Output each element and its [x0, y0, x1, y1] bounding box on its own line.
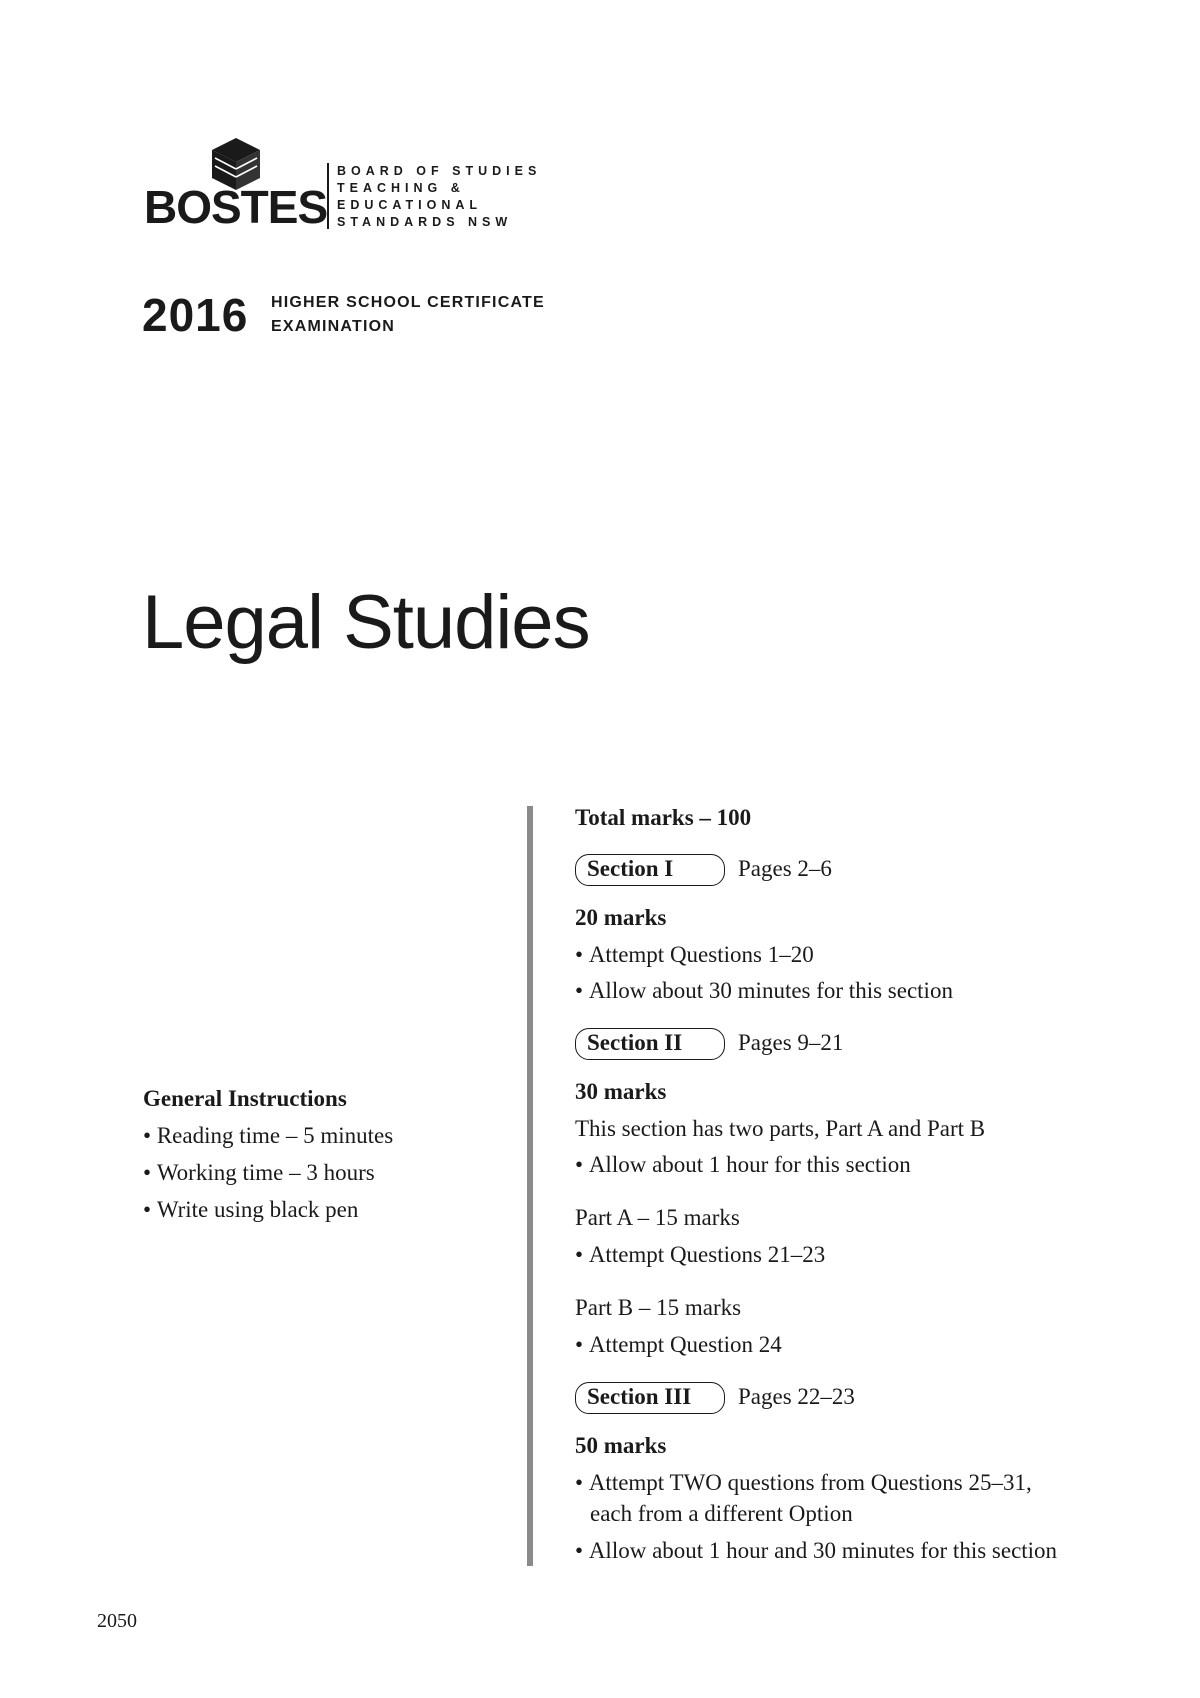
general-instruction-item: • Write using black pen — [143, 1191, 393, 1228]
section-1-pages: Pages 2–6 — [738, 856, 832, 881]
section-3-bullet: • Attempt TWO questions from Questions 25–31, — [575, 1468, 1032, 1498]
section-3-bullet-continued: each from a different Option — [590, 1501, 853, 1526]
logo-org-line: TEACHING & — [337, 181, 465, 195]
section-2-part-a-bullet: • Attempt Questions 21–23 — [575, 1240, 825, 1270]
section-1-marks: 20 marks — [575, 905, 667, 930]
section-2-part-a-label: Part A – 15 marks — [575, 1205, 740, 1230]
general-instruction-item: • Reading time – 5 minutes — [143, 1117, 393, 1154]
section-3-label: Section III — [587, 1384, 692, 1409]
section-3-bullet: • Allow about 1 hour and 30 minutes for this section — [575, 1536, 1057, 1566]
column-divider — [527, 806, 533, 1566]
general-instructions — [143, 1080, 393, 1228]
section-2-part-b-label: Part B – 15 marks — [575, 1295, 742, 1320]
section-2-pages: Pages 9–21 — [738, 1030, 844, 1055]
logo-divider — [327, 163, 329, 229]
logo-org-line: EDUCATIONAL — [337, 198, 483, 212]
section-2-bullet: • Allow about 1 hour for this section — [575, 1150, 911, 1180]
general-instructions-heading: General Instructions — [143, 1086, 347, 1111]
section-1-bullet: • Attempt Questions 1–20 — [575, 940, 814, 970]
section-2-note: This section has two parts, Part A and Part B — [575, 1116, 986, 1141]
exam-name-line: HIGHER SCHOOL CERTIFICATE — [271, 294, 545, 311]
page-title: Legal Studies — [142, 580, 590, 665]
section-2-part-b-bullet: • Attempt Question 24 — [575, 1330, 782, 1360]
logo-wordmark: BOSTES — [144, 181, 328, 233]
exam-name — [271, 291, 545, 339]
general-instruction-item: • Working time – 3 hours — [143, 1154, 393, 1191]
total-marks: Total marks – 100 — [575, 805, 752, 830]
paper-code: 2050 — [97, 1610, 137, 1632]
exam-year: 2016 — [142, 289, 249, 341]
section-3-marks: 50 marks — [575, 1433, 667, 1458]
section-2-label: Section II — [587, 1030, 683, 1055]
logo-org-name — [337, 163, 541, 231]
section-2-marks: 30 marks — [575, 1079, 667, 1104]
section-3-pages: Pages 22–23 — [738, 1384, 855, 1409]
exam-name-line: EXAMINATION — [271, 318, 396, 335]
section-1-bullet: • Allow about 30 minutes for this section — [575, 976, 953, 1006]
logo-org-line: STANDARDS NSW — [337, 215, 513, 229]
logo-org-line: BOARD OF STUDIES — [337, 164, 542, 178]
section-1-label: Section I — [587, 856, 674, 881]
